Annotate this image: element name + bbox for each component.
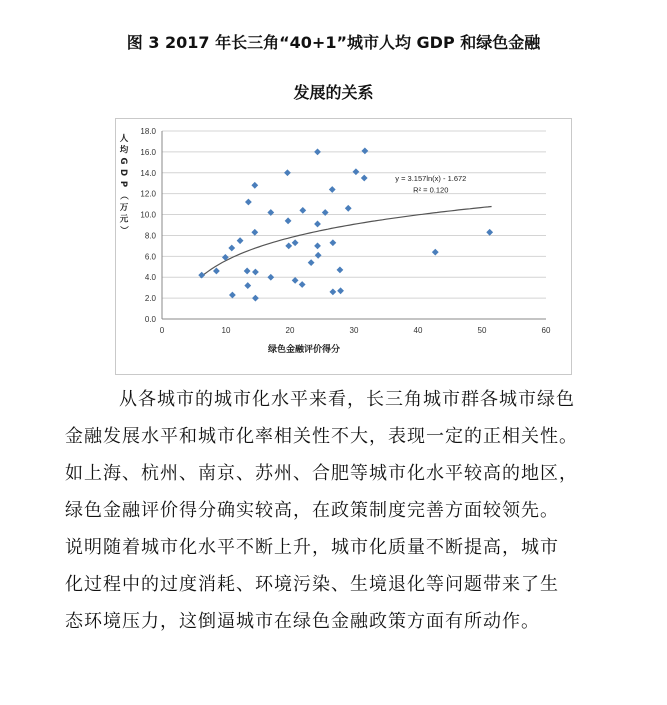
x-tick-label: 50 [477, 326, 487, 335]
data-point [237, 237, 244, 244]
y-tick-label: 2.0 [144, 294, 156, 304]
paragraph-line: 从各城市的城市化水平来看，长三角城市群各城市绿色 [119, 389, 575, 410]
data-point [285, 242, 292, 249]
data-point [267, 274, 274, 281]
y-axis-title-char: D [118, 168, 128, 177]
y-axis-title-char: （ [118, 191, 128, 200]
data-point [245, 199, 252, 206]
paragraph-line: 金融发展水平和城市化率相关性不大，表现一定的正相关性。 [65, 426, 578, 447]
paragraph-line: 说明随着城市化水平不断上升，城市化质量不断提高，城市 [65, 537, 559, 558]
y-tick-label: 10.0 [140, 210, 156, 220]
y-tick-label: 16.0 [140, 147, 156, 157]
paragraph-line: 如上海、杭州、南京、苏州、合肥等城市化水平较高的地区， [65, 463, 578, 484]
data-point [252, 295, 259, 302]
chart-frame [115, 118, 572, 375]
data-point [244, 282, 251, 289]
data-point [315, 252, 322, 259]
paragraph-line: 绿色金融评价得分确实较高，在政策制度完善方面较领先。 [65, 500, 559, 521]
data-point [314, 221, 321, 228]
data-point [244, 268, 251, 275]
data-point [329, 288, 336, 295]
trendline-r2: R² = 0.120 [413, 185, 449, 195]
data-point [292, 277, 299, 284]
x-tick-label: 20 [285, 326, 295, 335]
data-point [292, 239, 299, 246]
data-point [284, 169, 291, 176]
data-point [353, 168, 360, 175]
data-point [251, 182, 258, 189]
data-point [213, 268, 220, 275]
y-axis-title-char: G [118, 157, 128, 165]
paragraph-line: 态环境压力，这倒逼城市在绿色金融政策方面有所动作。 [65, 611, 540, 632]
y-axis-title-char: 人 [119, 134, 129, 144]
x-tick-label: 60 [541, 326, 551, 335]
data-point [337, 287, 344, 294]
data-point [486, 229, 493, 236]
data-point [329, 239, 336, 246]
y-tick-label: 18.0 [140, 127, 156, 136]
y-tick-label: 12.0 [140, 189, 156, 199]
y-axis-title-char: ） [118, 225, 128, 235]
data-point [337, 267, 344, 274]
data-point [432, 249, 439, 256]
data-point [361, 175, 368, 182]
data-point [345, 205, 352, 212]
data-point [251, 229, 258, 236]
data-point [361, 147, 368, 154]
figure-title-line-1: 图 3 2017 年长三角“40+1”城市人均 GDP 和绿色金融 [126, 33, 541, 52]
data-point [299, 207, 306, 214]
data-point [228, 245, 235, 252]
y-tick-label: 8.0 [144, 231, 156, 241]
y-axis-title-char: P [118, 180, 128, 188]
figure-title-line-2: 发展的关系 [293, 83, 374, 102]
body-paragraph [65, 381, 610, 640]
data-point [299, 281, 306, 288]
y-axis-title-char: 万 [119, 203, 129, 213]
trendline [200, 207, 491, 278]
y-tick-label: 14.0 [140, 168, 156, 178]
data-point [229, 292, 236, 299]
scatter-chart [116, 119, 571, 374]
trendline-equation: y = 3.157ln(x) - 1.672 [395, 174, 467, 184]
data-point [308, 259, 315, 266]
paragraph-line: 化过程中的过度消耗、环境污染、生境退化等问题带来了生 [65, 574, 559, 595]
data-point [329, 186, 336, 193]
y-tick-label: 0.0 [144, 315, 156, 324]
x-axis-title: 绿色金融评价得分 [267, 345, 341, 355]
y-tick-label: 4.0 [144, 273, 156, 283]
x-tick-label: 0 [159, 326, 165, 335]
data-point [252, 269, 259, 276]
data-point [285, 217, 292, 224]
y-axis-title-char: 均 [119, 145, 129, 156]
x-tick-label: 30 [349, 326, 359, 335]
x-tick-label: 10 [221, 326, 231, 335]
y-tick-label: 6.0 [144, 252, 156, 262]
y-axis-title-char: 元 [119, 214, 129, 225]
x-tick-label: 40 [413, 326, 423, 335]
data-point [314, 148, 321, 155]
data-point [314, 242, 321, 249]
